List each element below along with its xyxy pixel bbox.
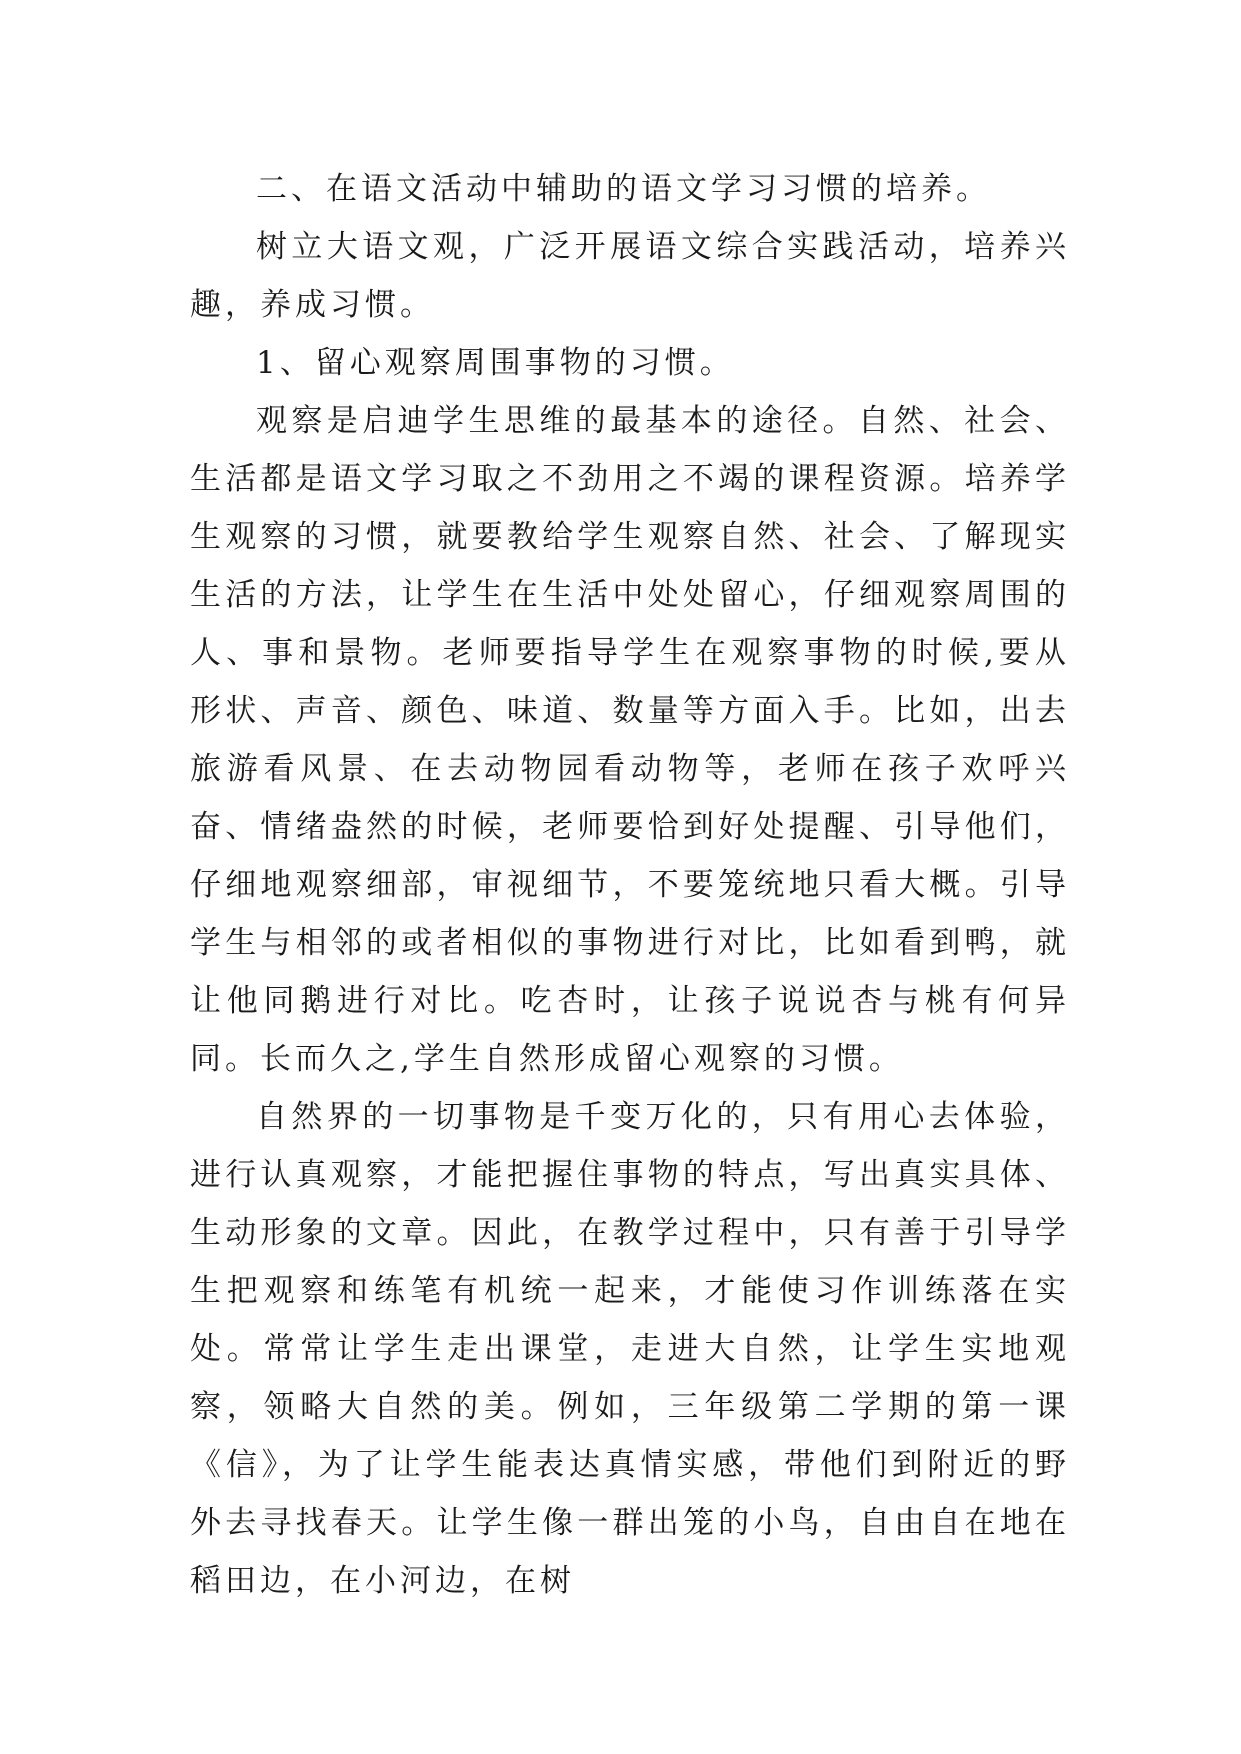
section-heading: 二、在语文活动中辅助的语文学习习惯的培养。 — [256, 171, 991, 207]
document-body — [190, 160, 1070, 1610]
paragraph-intro: 树立大语文观，广泛开展语文综合实践活动，培养兴趣，养成习惯。 — [190, 229, 1070, 323]
subsection-heading: 1、留心观察周围事物的习惯。 — [256, 345, 735, 381]
paragraph-observation: 观察是启迪学生思维的最基本的途径。自然、社会、生活都是语文学习取之不劲用之不竭的课程资源。培养学生观察的习惯，就要教给学生观察自然、社会、了解现实生活的方法，让学生在生活中处处留心，仔细观察周围的人、事和景物。老师要指导学生在观察事物的时候,要从形状、声音、颜色、味道、数量等方面入手。比如，出去旅游看风景、在去动物园看动物等，老师在孩子欢呼兴奋、情绪盎然的时候，老师要恰到好处提醒、引导他们，仔细地观察细部，审视细节，不要笼统地只看大概。引导学生与相邻的或者相似的事物进行对比，比如看到鸭，就让他同鹅进行对比。吃杏时，让孩子说说杏与桃有何异同。长而久之,学生自然形成留心观察的习惯。 — [190, 403, 1070, 1077]
paragraph-nature: 自然界的一切事物是千变万化的，只有用心去体验，进行认真观察，才能把握住事物的特点，写出真实具体、生动形象的文章。因此，在教学过程中，只有善于引导学生把观察和练笔有机统一起来，才能使习作训练落在实处。常常让学生走出课堂，走进大自然，让学生实地观察，领略大自然的美。例如，三年级第二学期的第一课《信》，为了让学生能表达真情实感，带他们到附近的野外去寻找春天。让学生像一群出笼的小鸟，自由自在地在稻田边，在小河边，在树 — [190, 1099, 1070, 1599]
